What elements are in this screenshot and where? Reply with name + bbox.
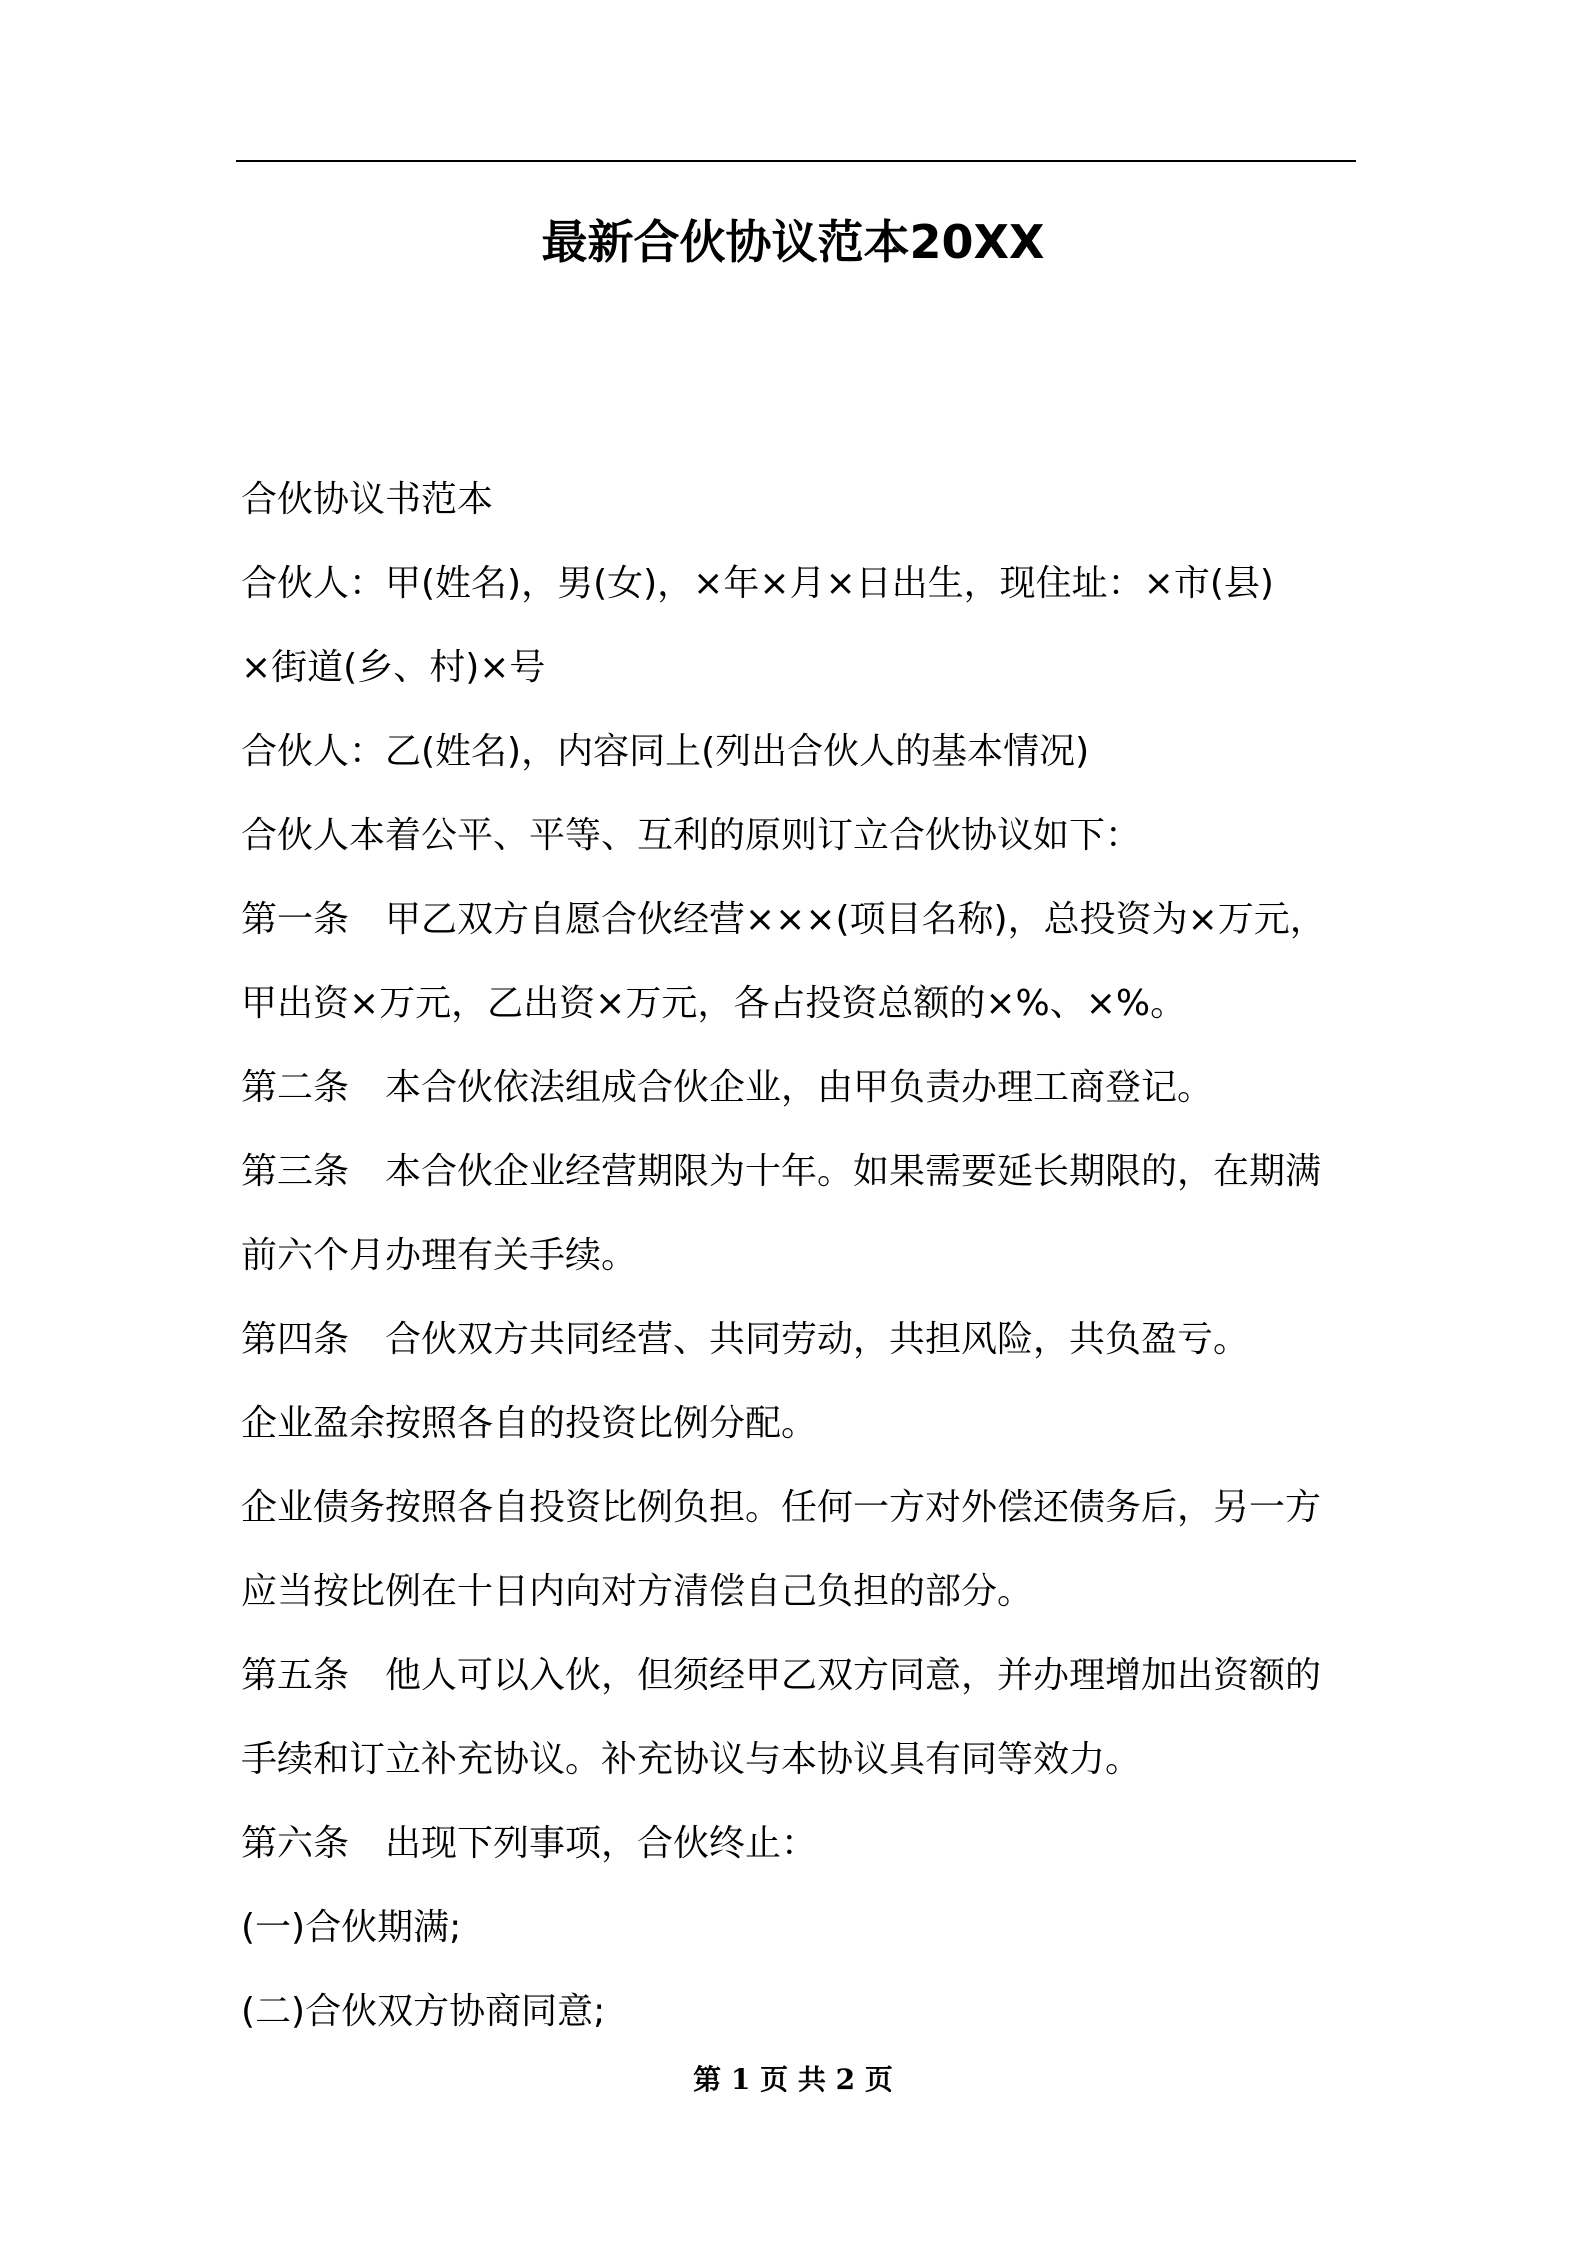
body-line-preamble: 合伙人本着公平、平等、互利的原则订立合伙协议如下：	[241, 815, 1142, 856]
body-line-partner-a-address: ×街道(乡、村)×号	[241, 647, 546, 688]
body-line-article-3-cont: 前六个月办理有关手续。	[241, 1235, 638, 1276]
body-line-article-1: 第一条 甲乙双方自愿合伙经营×××(项目名称)，总投资为×万元，	[241, 899, 1326, 940]
body-line-item-2: (二)合伙双方协商同意;	[241, 1991, 606, 2032]
body-line-article-6: 第六条 出现下列事项，合伙终止：	[241, 1823, 818, 1864]
body-line-partner-b: 合伙人：乙(姓名)，内容同上(列出合伙人的基本情况)	[241, 731, 1090, 772]
body-line-article-5: 第五条 他人可以入伙，但须经甲乙双方同意，并办理增加出资额的	[241, 1655, 1322, 1696]
body-line-article-1-cont: 甲出资×万元，乙出资×万元，各占投资总额的×%、×%。	[241, 983, 1187, 1024]
body-line-article-3: 第三条 本合伙企业经营期限为十年。如果需要延长期限的，在期满	[241, 1151, 1322, 1192]
document-title: 最新合伙协议范本20XX	[541, 215, 1045, 269]
body-line-article-2: 第二条 本合伙依法组成合伙企业，由甲负责办理工商登记。	[241, 1067, 1214, 1108]
body-line-article-4: 第四条 合伙双方共同经营、共同劳动，共担风险，共负盈亏。	[241, 1319, 1250, 1360]
body-line-heading: 合伙协议书范本	[241, 479, 494, 520]
body-line-item-1: (一)合伙期满;	[241, 1907, 462, 1948]
document-body	[241, 458, 1381, 2054]
page-number-footer: 第 1 页 共 2 页	[693, 2063, 893, 2096]
body-line-partner-a: 合伙人：甲(姓名)，男(女)，×年×月×日出生，现住址：×市(县)	[241, 563, 1274, 604]
header-rule	[236, 160, 1356, 162]
body-line-debt-burden-cont: 应当按比例在十日内向对方清偿自己负担的部分。	[241, 1571, 1034, 1612]
body-line-profit-distribution: 企业盈余按照各自的投资比例分配。	[241, 1403, 818, 1444]
body-line-debt-burden: 企业债务按照各自投资比例负担。任何一方对外偿还债务后，另一方	[241, 1487, 1322, 1528]
body-line-article-5-cont: 手续和订立补充协议。补充协议与本协议具有同等效力。	[241, 1739, 1142, 1780]
